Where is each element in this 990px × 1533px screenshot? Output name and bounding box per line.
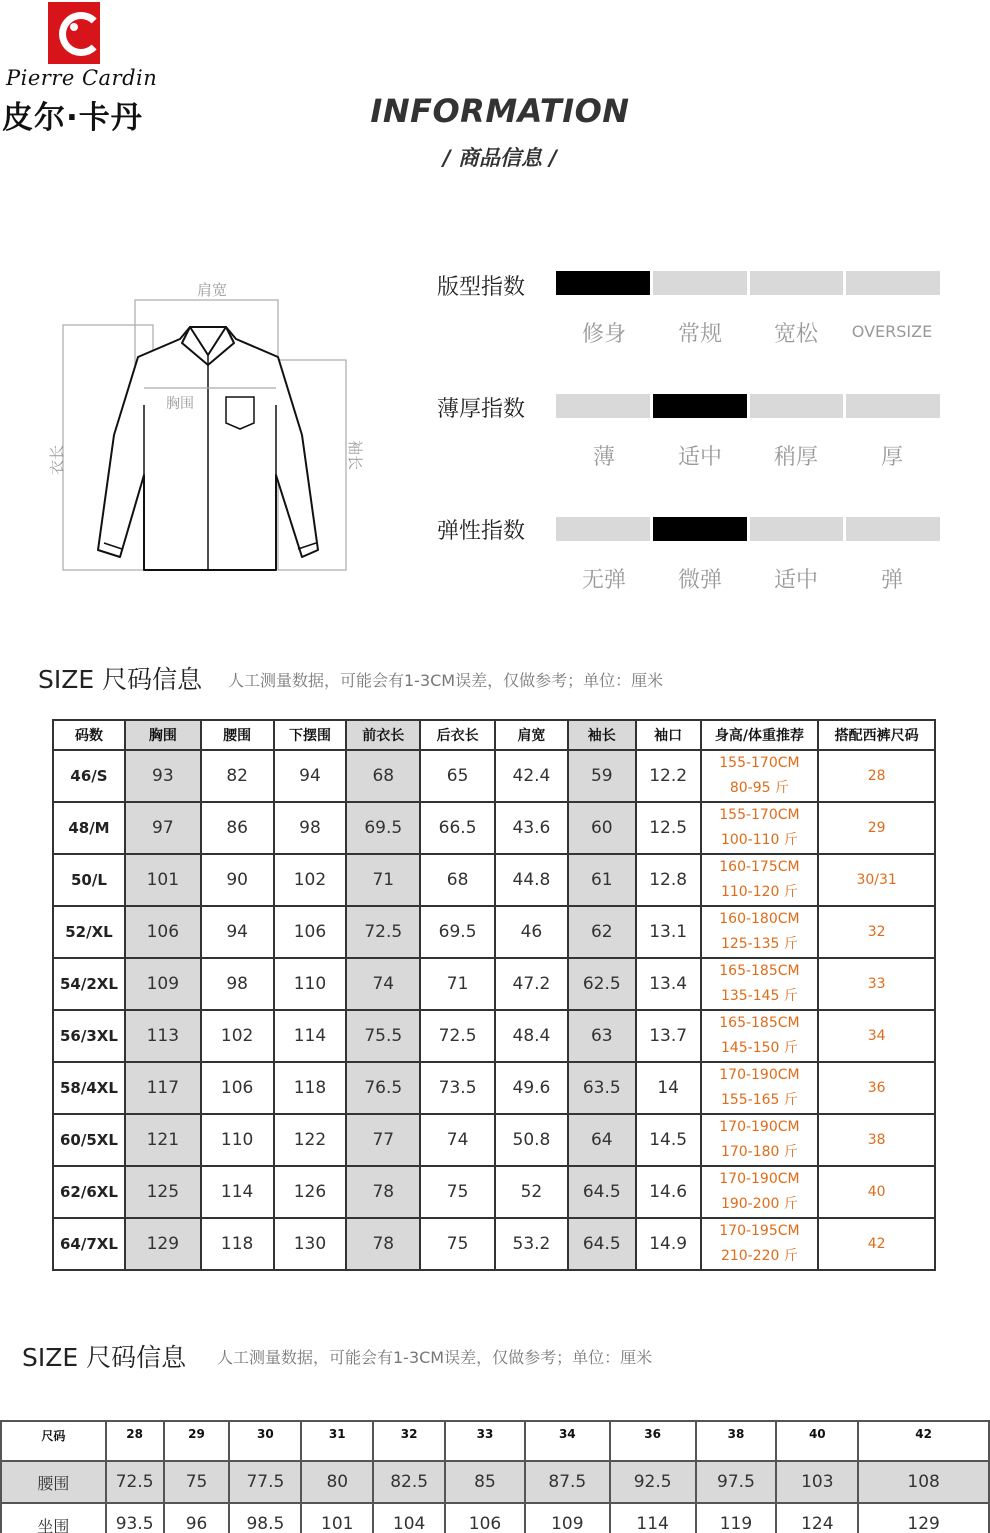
col-header: 后衣长 bbox=[420, 720, 495, 750]
recommend-weight: 125-135 斤 bbox=[720, 936, 798, 952]
fit-seg-4 bbox=[846, 271, 940, 295]
cell-trouser-size: 30/31 bbox=[818, 854, 935, 906]
table-cell: 106 bbox=[445, 1503, 525, 1533]
fit-index-options bbox=[556, 317, 940, 348]
elasticity-option: 弹 bbox=[880, 568, 903, 593]
cell-trouser-size: 29 bbox=[818, 802, 935, 854]
col-header: 31 bbox=[301, 1421, 373, 1461]
table-cell: 98.5 bbox=[229, 1503, 301, 1533]
fit-option: 修身 bbox=[581, 322, 626, 347]
label-length: 衣长 bbox=[48, 444, 66, 475]
table-cell: 87.5 bbox=[525, 1461, 610, 1503]
cell-trouser-size: 34 bbox=[818, 1010, 935, 1062]
cell-recommendation bbox=[701, 802, 819, 854]
cell-shoulder: 50.8 bbox=[495, 1114, 568, 1166]
cell-front-len: 69.5 bbox=[346, 802, 420, 854]
table-cell: 92.5 bbox=[610, 1461, 696, 1503]
row-label: 腰围 bbox=[1, 1461, 106, 1503]
fit-index-bar bbox=[556, 271, 940, 295]
cell-size: 52/XL bbox=[53, 906, 125, 958]
cell-waist: 98 bbox=[201, 958, 274, 1010]
cell-trouser-size: 33 bbox=[818, 958, 935, 1010]
col-header: 身高/体重推荐 bbox=[701, 720, 819, 750]
cell-waist: 114 bbox=[201, 1166, 274, 1218]
recommend-height: 170-190CM bbox=[719, 1119, 800, 1135]
cell-sleeve: 59 bbox=[568, 750, 636, 802]
cell-recommendation bbox=[701, 1166, 819, 1218]
cell-chest: 97 bbox=[125, 802, 201, 854]
cell-hem: 114 bbox=[274, 1010, 347, 1062]
table-row bbox=[53, 1166, 935, 1218]
cell-chest: 93 bbox=[125, 750, 201, 802]
table-cell: 72.5 bbox=[106, 1461, 164, 1503]
elasticity-seg-3 bbox=[750, 517, 844, 541]
cell-shoulder: 52 bbox=[495, 1166, 568, 1218]
brand-script-name: Pierre Cardin bbox=[6, 66, 158, 90]
cell-waist: 82 bbox=[201, 750, 274, 802]
cell-sleeve: 64.5 bbox=[568, 1166, 636, 1218]
cell-back-len: 72.5 bbox=[420, 1010, 495, 1062]
table-row bbox=[53, 750, 935, 802]
col-header: 胸围 bbox=[125, 720, 201, 750]
cell-shoulder: 43.6 bbox=[495, 802, 568, 854]
cell-front-len: 78 bbox=[346, 1166, 420, 1218]
recommend-height: 160-180CM bbox=[719, 911, 800, 927]
col-header: 肩宽 bbox=[495, 720, 568, 750]
recommend-weight: 100-110 斤 bbox=[720, 832, 798, 848]
recommend-weight: 190-200 斤 bbox=[720, 1196, 798, 1212]
elasticity-index-bar bbox=[556, 517, 940, 541]
cell-hem: 102 bbox=[274, 854, 347, 906]
cell-shoulder: 48.4 bbox=[495, 1010, 568, 1062]
col-header: 34 bbox=[525, 1421, 610, 1461]
cell-size: 56/3XL bbox=[53, 1010, 125, 1062]
size-section-2-title: SIZE 尺码信息 bbox=[22, 1343, 187, 1372]
cell-front-len: 68 bbox=[346, 750, 420, 802]
label-sleeve: 袖长 bbox=[346, 440, 364, 471]
col-header: 40 bbox=[776, 1421, 858, 1461]
table-cell: 82.5 bbox=[373, 1461, 445, 1503]
table-row bbox=[53, 958, 935, 1010]
thickness-option: 适中 bbox=[677, 445, 722, 470]
shirt-size-table bbox=[52, 719, 936, 1271]
table-cell: 80 bbox=[301, 1461, 373, 1503]
col-header: 38 bbox=[696, 1421, 777, 1461]
page-title: INFORMATION bbox=[370, 92, 630, 130]
col-header: 袖长 bbox=[568, 720, 636, 750]
table-row bbox=[1, 1461, 989, 1503]
recommend-height: 170-190CM bbox=[719, 1171, 800, 1187]
thickness-index-options bbox=[556, 440, 940, 471]
table-cell: 124 bbox=[776, 1503, 858, 1533]
elasticity-seg-4 bbox=[846, 517, 940, 541]
cell-sleeve: 62.5 bbox=[568, 958, 636, 1010]
cell-hem: 110 bbox=[274, 958, 347, 1010]
thickness-seg-2 bbox=[653, 394, 747, 418]
fit-option: 宽松 bbox=[773, 322, 818, 347]
cell-size: 58/4XL bbox=[53, 1062, 125, 1114]
cell-shoulder: 49.6 bbox=[495, 1062, 568, 1114]
col-header: 前衣长 bbox=[346, 720, 420, 750]
col-header: 袖口 bbox=[636, 720, 701, 750]
col-header: 腰围 bbox=[201, 720, 274, 750]
table-cell: 85 bbox=[445, 1461, 525, 1503]
row-label: 坐围 bbox=[1, 1503, 106, 1533]
cell-back-len: 75 bbox=[420, 1218, 495, 1270]
cell-recommendation bbox=[701, 1010, 819, 1062]
thickness-index-label: 薄厚指数 bbox=[437, 397, 526, 422]
recommend-height: 160-175CM bbox=[719, 859, 800, 875]
thickness-option: 稍厚 bbox=[773, 445, 818, 470]
cell-size: 50/L bbox=[53, 854, 125, 906]
col-header: 尺码 bbox=[1, 1421, 106, 1461]
thickness-option: 厚 bbox=[880, 445, 903, 470]
cell-hem: 130 bbox=[274, 1218, 347, 1270]
cell-trouser-size: 42 bbox=[818, 1218, 935, 1270]
cell-recommendation bbox=[701, 958, 819, 1010]
cell-cuff: 13.1 bbox=[636, 906, 701, 958]
cell-cuff: 13.4 bbox=[636, 958, 701, 1010]
cell-waist: 86 bbox=[201, 802, 274, 854]
elasticity-option: 适中 bbox=[773, 568, 818, 593]
table-cell: 114 bbox=[610, 1503, 696, 1533]
recommend-weight: 80-95 斤 bbox=[729, 780, 789, 796]
cell-sleeve: 60 bbox=[568, 802, 636, 854]
table-row bbox=[53, 1062, 935, 1114]
thickness-seg-1 bbox=[556, 394, 650, 418]
table-cell: 77.5 bbox=[229, 1461, 301, 1503]
cell-sleeve: 64 bbox=[568, 1114, 636, 1166]
recommend-weight: 110-120 斤 bbox=[720, 884, 798, 900]
recommend-weight: 170-180 斤 bbox=[720, 1144, 798, 1160]
table-cell: 101 bbox=[301, 1503, 373, 1533]
thickness-seg-3 bbox=[750, 394, 844, 418]
cell-back-len: 69.5 bbox=[420, 906, 495, 958]
cell-recommendation bbox=[701, 1218, 819, 1270]
table-cell: 129 bbox=[858, 1503, 989, 1533]
recommend-weight: 155-165 斤 bbox=[720, 1092, 798, 1108]
recommend-height: 155-170CM bbox=[719, 755, 800, 771]
recommend-height: 170-190CM bbox=[719, 1067, 800, 1083]
cell-cuff: 13.7 bbox=[636, 1010, 701, 1062]
cell-cuff: 12.2 bbox=[636, 750, 701, 802]
cell-chest: 109 bbox=[125, 958, 201, 1010]
table-row bbox=[1, 1503, 989, 1533]
fit-seg-1 bbox=[556, 271, 650, 295]
cell-waist: 106 bbox=[201, 1062, 274, 1114]
cell-trouser-size: 32 bbox=[818, 906, 935, 958]
fit-index-label: 版型指数 bbox=[437, 275, 526, 300]
table-row bbox=[53, 854, 935, 906]
cell-chest: 101 bbox=[125, 854, 201, 906]
cell-back-len: 73.5 bbox=[420, 1062, 495, 1114]
cell-size: 64/7XL bbox=[53, 1218, 125, 1270]
cell-waist: 94 bbox=[201, 906, 274, 958]
cell-hem: 118 bbox=[274, 1062, 347, 1114]
col-header: 搭配西裤尺码 bbox=[818, 720, 935, 750]
cell-cuff: 14 bbox=[636, 1062, 701, 1114]
cell-shoulder: 53.2 bbox=[495, 1218, 568, 1270]
thickness-seg-4 bbox=[846, 394, 940, 418]
table-row bbox=[53, 1218, 935, 1270]
cell-sleeve: 62 bbox=[568, 906, 636, 958]
cell-chest: 125 bbox=[125, 1166, 201, 1218]
cell-waist: 118 bbox=[201, 1218, 274, 1270]
recommend-height: 170-195CM bbox=[719, 1223, 800, 1239]
cell-front-len: 77 bbox=[346, 1114, 420, 1166]
cell-waist: 90 bbox=[201, 854, 274, 906]
cell-size: 60/5XL bbox=[53, 1114, 125, 1166]
cell-sleeve: 61 bbox=[568, 854, 636, 906]
cell-front-len: 78 bbox=[346, 1218, 420, 1270]
cell-cuff: 12.5 bbox=[636, 802, 701, 854]
size-section-2-note: 人工测量数据，可能会有1-3CM误差，仅做参考；单位：厘米 bbox=[217, 1348, 653, 1367]
cell-recommendation bbox=[701, 906, 819, 958]
col-header: 码数 bbox=[53, 720, 125, 750]
col-header: 32 bbox=[373, 1421, 445, 1461]
col-header: 42 bbox=[858, 1421, 989, 1461]
col-header: 36 bbox=[610, 1421, 696, 1461]
fit-option: OVERSIZE bbox=[851, 322, 933, 341]
cell-hem: 122 bbox=[274, 1114, 347, 1166]
cell-chest: 117 bbox=[125, 1062, 201, 1114]
recommend-height: 165-185CM bbox=[719, 963, 800, 979]
cell-hem: 126 bbox=[274, 1166, 347, 1218]
cell-shoulder: 42.4 bbox=[495, 750, 568, 802]
cell-shoulder: 46 bbox=[495, 906, 568, 958]
recommend-height: 165-185CM bbox=[719, 1015, 800, 1031]
cell-shoulder: 44.8 bbox=[495, 854, 568, 906]
table-header-row bbox=[53, 720, 935, 750]
cell-recommendation bbox=[701, 854, 819, 906]
table-cell: 104 bbox=[373, 1503, 445, 1533]
cell-hem: 94 bbox=[274, 750, 347, 802]
col-header: 30 bbox=[229, 1421, 301, 1461]
fit-option: 常规 bbox=[677, 322, 722, 347]
cell-back-len: 68 bbox=[420, 854, 495, 906]
cell-front-len: 76.5 bbox=[346, 1062, 420, 1114]
cell-back-len: 75 bbox=[420, 1166, 495, 1218]
cell-waist: 110 bbox=[201, 1114, 274, 1166]
cell-front-len: 74 bbox=[346, 958, 420, 1010]
cell-cuff: 14.5 bbox=[636, 1114, 701, 1166]
recommend-weight: 135-145 斤 bbox=[720, 988, 798, 1004]
cell-cuff: 14.6 bbox=[636, 1166, 701, 1218]
cell-size: 46/S bbox=[53, 750, 125, 802]
elasticity-option: 无弹 bbox=[581, 568, 626, 593]
table-row bbox=[53, 906, 935, 958]
col-header: 33 bbox=[445, 1421, 525, 1461]
col-header: 下摆围 bbox=[274, 720, 347, 750]
cell-shoulder: 47.2 bbox=[495, 958, 568, 1010]
fit-seg-2 bbox=[653, 271, 747, 295]
cell-front-len: 72.5 bbox=[346, 906, 420, 958]
table-cell: 93.5 bbox=[106, 1503, 164, 1533]
table-header-row bbox=[1, 1421, 989, 1461]
label-chest: 胸围 bbox=[166, 396, 194, 412]
size-section-1-note: 人工测量数据，可能会有1-3CM误差，仅做参考；单位：厘米 bbox=[228, 671, 664, 690]
table-cell: 119 bbox=[696, 1503, 777, 1533]
cell-back-len: 74 bbox=[420, 1114, 495, 1166]
cell-recommendation bbox=[701, 1062, 819, 1114]
table-row bbox=[53, 1010, 935, 1062]
cell-cuff: 14.9 bbox=[636, 1218, 701, 1270]
brand-logo bbox=[2, 2, 158, 136]
cell-waist: 102 bbox=[201, 1010, 274, 1062]
cell-trouser-size: 40 bbox=[818, 1166, 935, 1218]
brand-cn-name: 皮尔·卡丹 bbox=[2, 100, 143, 136]
size-section-1-title: SIZE 尺码信息 bbox=[38, 665, 203, 694]
cell-back-len: 66.5 bbox=[420, 802, 495, 854]
cell-front-len: 75.5 bbox=[346, 1010, 420, 1062]
cell-front-len: 71 bbox=[346, 854, 420, 906]
recommend-weight: 145-150 斤 bbox=[720, 1040, 798, 1056]
cell-trouser-size: 28 bbox=[818, 750, 935, 802]
recommend-weight: 210-220 斤 bbox=[720, 1248, 798, 1264]
table-cell: 97.5 bbox=[696, 1461, 777, 1503]
elasticity-index-options bbox=[556, 563, 940, 594]
fit-seg-3 bbox=[750, 271, 844, 295]
elasticity-seg-2 bbox=[653, 517, 747, 541]
cell-size: 62/6XL bbox=[53, 1166, 125, 1218]
table-row bbox=[53, 1114, 935, 1166]
page-subtitle: / 商品信息 / bbox=[443, 146, 557, 170]
label-shoulder: 肩宽 bbox=[197, 281, 228, 299]
table-cell: 103 bbox=[776, 1461, 858, 1503]
cell-chest: 113 bbox=[125, 1010, 201, 1062]
thickness-option: 薄 bbox=[592, 445, 615, 470]
cell-sleeve: 64.5 bbox=[568, 1218, 636, 1270]
cell-size: 48/M bbox=[53, 802, 125, 854]
trouser-size-table bbox=[0, 1420, 990, 1533]
cell-recommendation bbox=[701, 750, 819, 802]
brand-logo-mark bbox=[48, 2, 100, 64]
cell-sleeve: 63 bbox=[568, 1010, 636, 1062]
table-row bbox=[53, 802, 935, 854]
table-cell: 96 bbox=[164, 1503, 230, 1533]
table-cell: 109 bbox=[525, 1503, 610, 1533]
elasticity-seg-1 bbox=[556, 517, 650, 541]
cell-trouser-size: 38 bbox=[818, 1114, 935, 1166]
shirt-measurement-diagram bbox=[40, 275, 370, 585]
cell-chest: 106 bbox=[125, 906, 201, 958]
elasticity-index-label: 弹性指数 bbox=[437, 519, 526, 544]
cell-back-len: 65 bbox=[420, 750, 495, 802]
cell-size: 54/2XL bbox=[53, 958, 125, 1010]
cell-chest: 121 bbox=[125, 1114, 201, 1166]
col-header: 28 bbox=[106, 1421, 164, 1461]
cell-trouser-size: 36 bbox=[818, 1062, 935, 1114]
cell-hem: 106 bbox=[274, 906, 347, 958]
cell-cuff: 12.8 bbox=[636, 854, 701, 906]
cell-hem: 98 bbox=[274, 802, 347, 854]
cell-chest: 129 bbox=[125, 1218, 201, 1270]
cell-recommendation bbox=[701, 1114, 819, 1166]
table-cell: 108 bbox=[858, 1461, 989, 1503]
recommend-height: 155-170CM bbox=[719, 807, 800, 823]
table-cell: 75 bbox=[164, 1461, 230, 1503]
col-header: 29 bbox=[164, 1421, 230, 1461]
cell-back-len: 71 bbox=[420, 958, 495, 1010]
elasticity-option: 微弹 bbox=[677, 568, 722, 593]
cell-sleeve: 63.5 bbox=[568, 1062, 636, 1114]
thickness-index-bar bbox=[556, 394, 940, 418]
